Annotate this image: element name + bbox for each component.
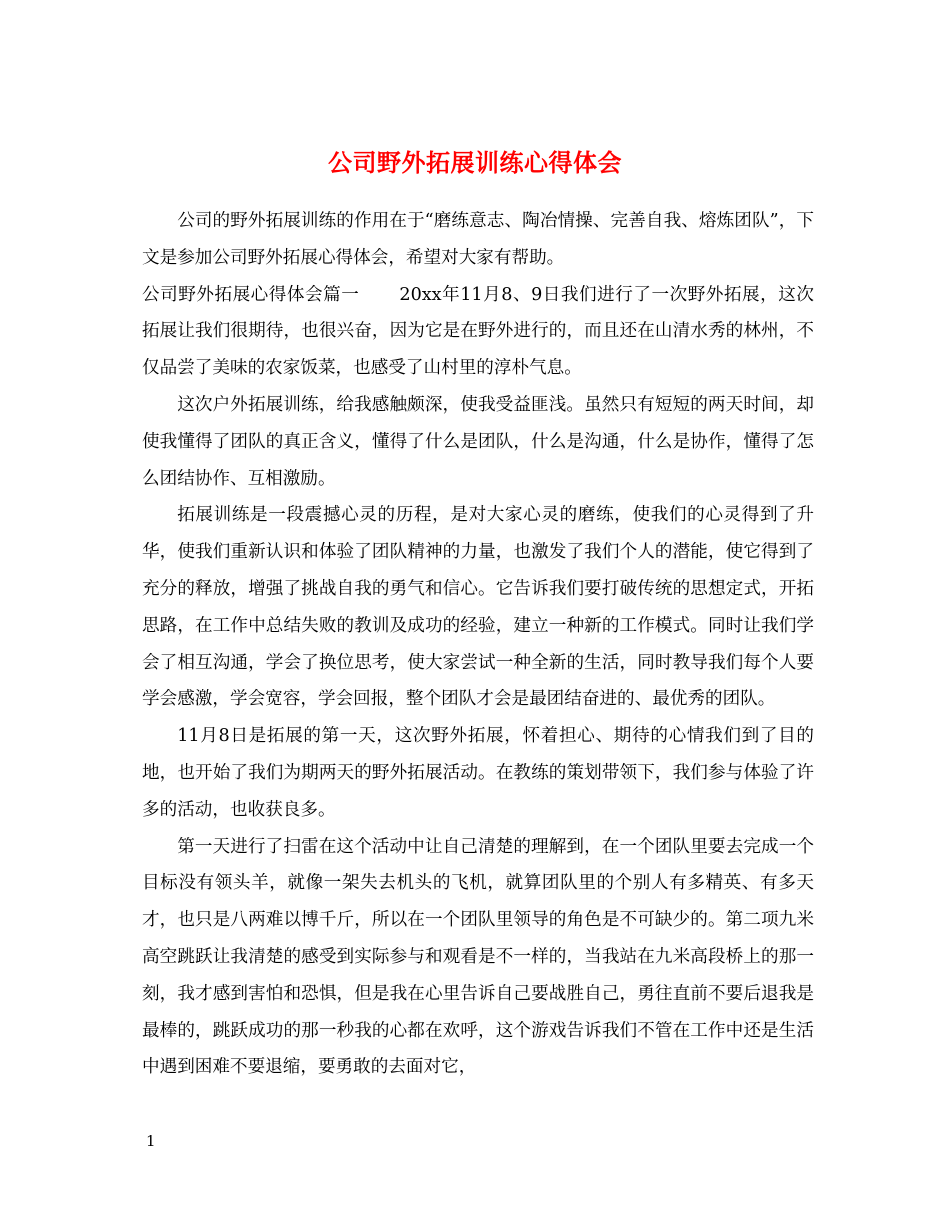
body-paragraph-activities: 第一天进行了扫雷在这个活动中让自己清楚的理解到，在一个团队里要去完成一个目标没有领头羊，就像一架失去机头的飞机，就算团队里的个别人有多精英、有多天才，也只是八两难以博千斤，所以在一个团队里领导的角色是不可缺少的。第二项九米高空跳跃让我清楚的感受到实际参与和观看是不一样的，当我站在九米高段桥上的那一刻，我才感到害怕和恐惧，但是我在心里告诉自己要战胜自己，勇往直前不要后退我是最棒的，跳跃成功的那一秒我的心都在欢呼，这个游戏告诉我们不管在工作中还是生活中遇到困难不要退缩，要勇敢的去面对它，	[142, 836, 814, 1078]
intro-paragraph: 公司的野外拓展训练的作用在于“磨练意志、陶冶情操、完善自我、熔炼团队”，下文是参加公司野外拓展心得体会，希望对大家有帮助。	[142, 211, 814, 268]
body-paragraph-feelings: 这次户外拓展训练，给我感触颇深，使我受益匪浅。虽然只有短短的两天时间，却使我懂得了团队的真正含义，懂得了什么是团队，什么是沟通，什么是协作，懂得了怎么团结协作、互相激励。	[142, 394, 814, 489]
body-paragraph-first-day: 11月8日是拓展的第一天，这次野外拓展，怀着担心、期待的心情我们到了目的地，也开始了我们为期两天的野外拓展活动。在教练的策划带领下，我们参与体验了许多的活动，也收获良多。	[142, 726, 814, 820]
section-heading: 公司野外拓展心得体会篇一	[142, 284, 360, 305]
section-first-text: 20xx年11月8、9日我们进行了一次野外拓展，这次拓展让我们很期待，也很兴奋，因为它是在野外进行的，而且还在山清水秀的林州，不仅品尝了美味的农家饭菜，也感受了山村里的淳朴气息。	[142, 284, 814, 379]
document-body	[142, 203, 814, 1086]
page-number: 1	[146, 1132, 156, 1150]
document-title: 公司野外拓展训练心得体会	[328, 148, 622, 178]
section-first-paragraph	[142, 277, 814, 387]
body-paragraph-training-journey: 拓展训练是一段震撼心灵的历程，是对大家心灵的磨练，使我们的心灵得到了升华，使我们重新认识和体验了团队精神的力量，也激发了我们个人的潜能，使它得到了充分的释放，增强了挑战自我的勇气和信心。它告诉我们要打破传统的思想定式，开拓思路，在工作中总结失败的教训及成功的经验，建立一种新的工作模式。同时让我们学会了相互沟通，学会了换位思考，使大家尝试一种全新的生活，同时教导我们每个人要学会感激，学会宽容，学会回报，整个团队才会是最团结奋进的、最优秀的团队。	[142, 505, 814, 710]
